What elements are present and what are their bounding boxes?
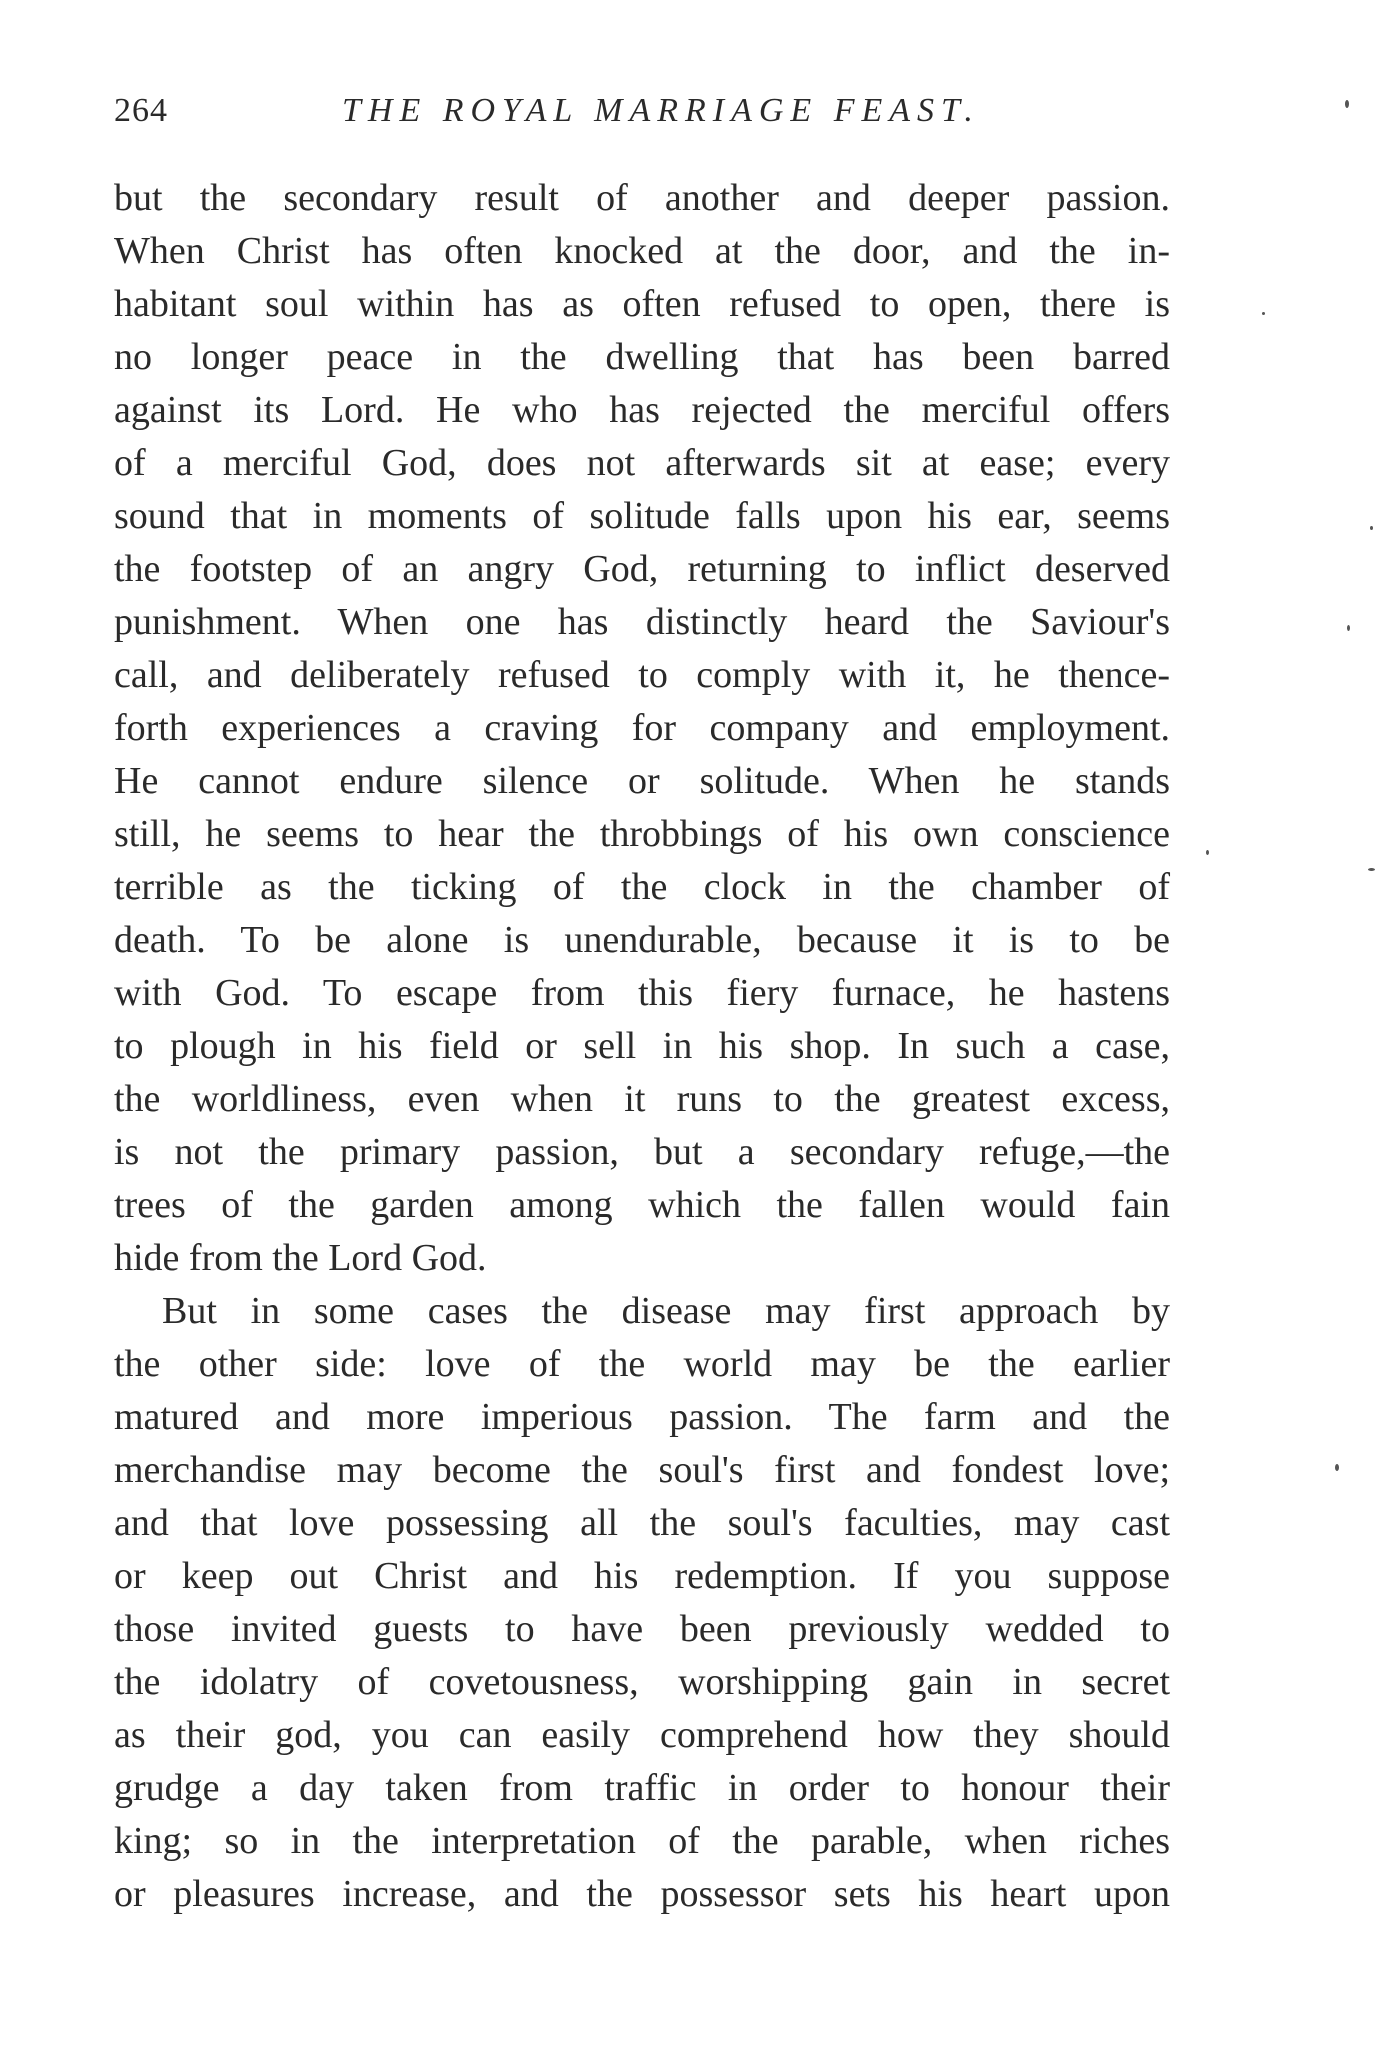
margin-speck <box>1370 526 1373 530</box>
text-line: those invited guests to have been previously wedded to <box>114 1608 1170 1650</box>
text-line: against its Lord. He who has rejected the merciful offers <box>114 389 1170 431</box>
text-line: the idolatry of covetousness, worshipping gain in secret <box>114 1661 1170 1703</box>
text-line: call, and deliberately refused to comply with it, he thence- <box>114 654 1170 696</box>
text-line: or pleasures increase, and the possessor sets his heart upon <box>114 1873 1170 1915</box>
text-line: or keep out Christ and his redemption. If you suppose <box>114 1555 1170 1597</box>
page-number: 264 <box>114 92 168 129</box>
margin-speck <box>1262 312 1265 315</box>
text-line: the other side: love of the world may be the earlier <box>114 1343 1170 1385</box>
text-line: trees of the garden among which the fallen would fain <box>114 1184 1170 1226</box>
text-line: no longer peace in the dwelling that has been barred <box>114 336 1170 378</box>
text-line: is not the primary passion, but a secondary refuge,—the <box>114 1131 1170 1173</box>
text-line: to plough in his field or sell in his shop. In such a case, <box>114 1025 1170 1067</box>
text-line: forth experiences a craving for company and employment. <box>114 707 1170 749</box>
text-line: punishment. When one has distinctly heard the Saviour's <box>114 601 1170 643</box>
text-line: as their god, you can easily comprehend how they should <box>114 1714 1170 1756</box>
margin-speck <box>1335 1464 1339 1471</box>
margin-speck <box>1347 625 1350 631</box>
text-line: still, he seems to hear the throbbings of his own conscience <box>114 813 1170 855</box>
text-line: grudge a day taken from traffic in order to honour their <box>114 1767 1170 1809</box>
body-text <box>114 172 1170 1921</box>
text-line: He cannot endure silence or solitude. When he stands <box>114 760 1170 802</box>
text-line: death. To be alone is unendurable, because it is to be <box>114 919 1170 961</box>
text-line: sound that in moments of solitude falls upon his ear, seems <box>114 495 1170 537</box>
text-line: king; so in the interpretation of the parable, when riches <box>114 1820 1170 1862</box>
text-line: the worldliness, even when it runs to the greatest excess, <box>114 1078 1170 1120</box>
running-head <box>114 92 1174 142</box>
running-title: THE ROYAL MARRIAGE FEAST. <box>342 92 980 129</box>
text-line: the footstep of an angry God, returning to inflict deserved <box>114 548 1170 590</box>
paragraph-1 <box>114 172 1170 1285</box>
margin-speck <box>1345 100 1349 108</box>
text-line: merchandise may become the soul's first and fondest love; <box>114 1449 1170 1491</box>
margin-speck <box>1368 868 1375 871</box>
text-line: habitant soul within has as often refused to open, there is <box>114 283 1170 325</box>
text-line: But in some cases the disease may first approach by <box>162 1290 1170 1332</box>
text-line: hide from the Lord God. <box>114 1237 487 1279</box>
text-line: terrible as the ticking of the clock in the chamber of <box>114 866 1170 908</box>
text-line: of a merciful God, does not afterwards sit at ease; every <box>114 442 1170 484</box>
text-line: with God. To escape from this fiery furnace, he hastens <box>114 972 1170 1014</box>
paragraph-2 <box>114 1285 1170 1921</box>
text-line: but the secondary result of another and deeper passion. <box>114 177 1170 219</box>
text-line: matured and more imperious passion. The farm and the <box>114 1396 1170 1438</box>
margin-speck <box>1206 850 1209 855</box>
text-line: When Christ has often knocked at the door, and the in- <box>114 230 1170 272</box>
text-line: and that love possessing all the soul's faculties, may cast <box>114 1502 1170 1544</box>
